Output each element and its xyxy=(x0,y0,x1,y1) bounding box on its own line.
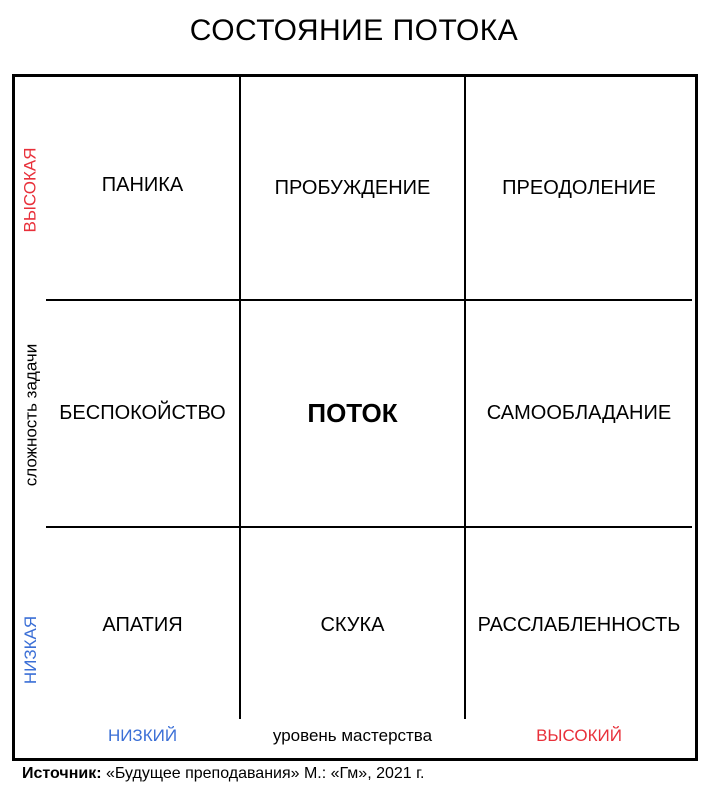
axis-x-low-label: НИЗКИЙ xyxy=(107,726,178,745)
cell-awakening: ПРОБУЖДЕНИЕ xyxy=(274,176,431,199)
source-text: «Будущее преподавания» М.: «Гм», 2021 г. xyxy=(105,765,425,782)
cell-boredom: СКУКА xyxy=(320,613,385,636)
cell-relaxation: РАССЛАБЛЕННОСТЬ xyxy=(477,613,681,636)
axis-y-title: сложность задачи xyxy=(21,343,40,487)
source-label: Источник: xyxy=(22,765,102,782)
cell-overcoming: ПРЕОДОЛЕНИЕ xyxy=(502,176,656,199)
axis-y-high-label: ВЫСОКАЯ xyxy=(21,147,41,233)
axis-y-low-wrap xyxy=(16,610,46,690)
axis-x-title: уровень мастерства xyxy=(272,726,433,745)
cell-flow: ПОТОК xyxy=(307,398,398,428)
axis-y-low-label: НИЗКАЯ xyxy=(21,615,41,685)
axis-y-high-wrap xyxy=(16,140,46,240)
axis-x-high-label: ВЫСОКИЙ xyxy=(536,726,622,745)
cell-apathy: АПАТИЯ xyxy=(102,613,183,636)
diagram-title: СОСТОЯНИЕ ПОТОКА xyxy=(189,14,519,47)
cell-panic: ПАНИКА xyxy=(101,173,184,196)
axis-y-title-wrap xyxy=(16,315,46,515)
source-note xyxy=(22,765,424,783)
cell-self-control: САМООБЛАДАНИЕ xyxy=(486,402,672,424)
cell-anxiety: БЕСПОКОЙСТВО xyxy=(59,402,226,424)
